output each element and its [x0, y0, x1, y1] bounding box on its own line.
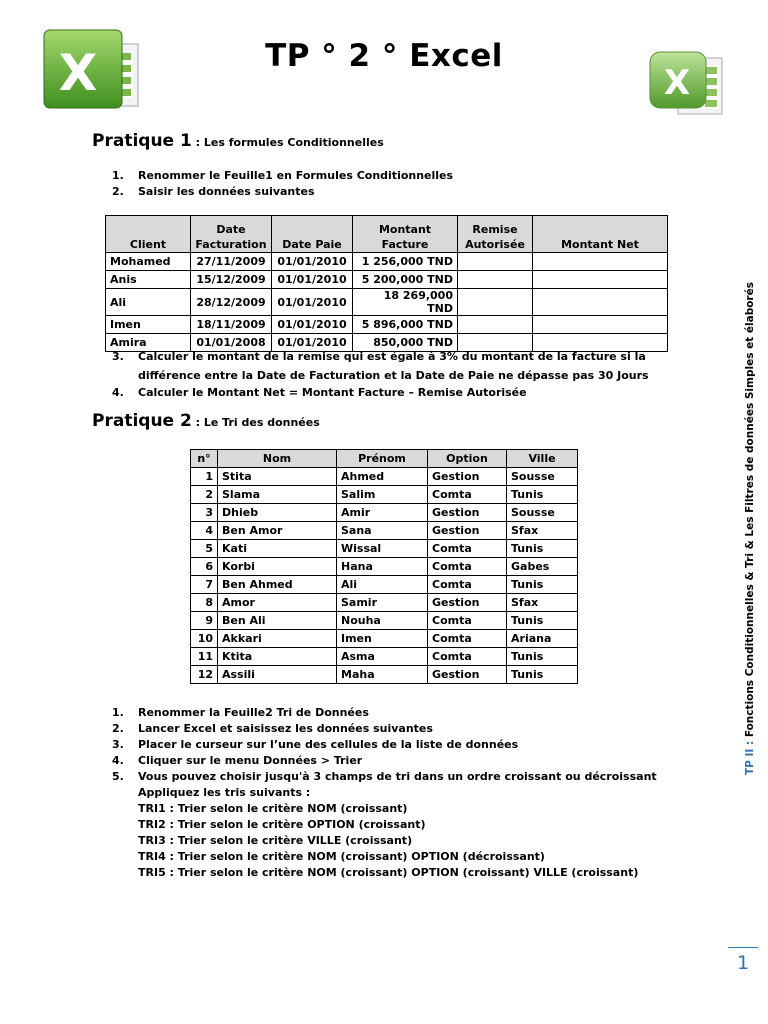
- pratique2-steps: [112, 705, 692, 881]
- table-cell: Sousse: [507, 468, 578, 486]
- table-cell: Comta: [428, 612, 507, 630]
- table-row: [191, 612, 578, 630]
- table-cell: Tunis: [507, 648, 578, 666]
- table-row: Anis 15/12/2009 01/01/2010 5 200,000 TND: [106, 271, 668, 289]
- table-row: [191, 648, 578, 666]
- table-cell: Ben Ahmed: [218, 576, 337, 594]
- table-row: [191, 576, 578, 594]
- table-cell: Gestion: [428, 468, 507, 486]
- table-row: [191, 558, 578, 576]
- side-text: Fonctions Conditionnelles & Tri & Les Filtres de données Simples et élaborés: [744, 282, 756, 741]
- table-cell: 11: [191, 648, 218, 666]
- table-cell: Tunis: [507, 486, 578, 504]
- table-cell: Kati: [218, 540, 337, 558]
- list-item: 3. Calculer le montant de la remise qui est égale à 3% du montant de la facture si la différence entre la Date de Facturation et la Date de Paie ne dépasse pas 30 Jours: [112, 350, 649, 382]
- table-cell: 2: [191, 486, 218, 504]
- table-row: [191, 666, 578, 684]
- table-row: [191, 630, 578, 648]
- col-header-date-paie: Date Paie: [272, 216, 353, 253]
- table-cell: Comta: [428, 486, 507, 504]
- table-cell: 12: [191, 666, 218, 684]
- tri-item: TRI5 : Trier selon le critère NOM (croissant) OPTION (croissant) VILLE (croissant): [138, 866, 639, 879]
- table-header-row: [106, 216, 668, 253]
- tri-item: TRI3 : Trier selon le critère VILLE (croissant): [138, 834, 413, 847]
- table-cell: Assili: [218, 666, 337, 684]
- tri-table: [190, 449, 578, 684]
- table-row: [191, 540, 578, 558]
- table-cell: 9: [191, 612, 218, 630]
- table-cell: Sfax: [507, 522, 578, 540]
- side-tp-label: TP II :: [744, 740, 756, 775]
- table-cell: 3: [191, 504, 218, 522]
- table-row: Imen 18/11/2009 01/01/2010 5 896,000 TND: [106, 316, 668, 334]
- pratique2-heading: [92, 411, 320, 431]
- pratique2-subtitle: : Le Tri des données: [191, 416, 320, 429]
- table-cell: Amor: [218, 594, 337, 612]
- side-vertical-caption: [744, 282, 756, 775]
- list-item: 4. Cliquer sur le menu Données > Trier: [112, 754, 363, 767]
- table-cell: 6: [191, 558, 218, 576]
- table-cell: Ariana: [507, 630, 578, 648]
- table-cell: Slama: [218, 486, 337, 504]
- table-cell: Ben Amor: [218, 522, 337, 540]
- pratique1-subtitle: : Les formules Conditionnelles: [191, 136, 384, 149]
- table-cell: Gabes: [507, 558, 578, 576]
- table-row: [191, 594, 578, 612]
- table-cell: Ali: [337, 576, 428, 594]
- list-item: 5. Vous pouvez choisir jusqu'à 3 champs de tri dans un ordre croissant ou décroissant: [112, 770, 657, 783]
- tri-item: TRI1 : Trier selon le critère NOM (croissant): [138, 802, 408, 815]
- list-item: 1. Renommer la Feuille2 Tri de Données: [112, 706, 369, 719]
- table-cell: Sana: [337, 522, 428, 540]
- table-cell: 5: [191, 540, 218, 558]
- col-header-prenom: Prénom: [337, 450, 428, 468]
- table-cell: 7: [191, 576, 218, 594]
- list-item: 4. Calculer le Montant Net = Montant Facture – Remise Autorisée: [112, 386, 527, 399]
- table-cell: Gestion: [428, 504, 507, 522]
- table-cell: Comta: [428, 540, 507, 558]
- page-number-rule: [728, 947, 758, 948]
- table-cell: Korbi: [218, 558, 337, 576]
- page-number: 1: [736, 952, 750, 974]
- table-cell: 10: [191, 630, 218, 648]
- table-cell: Tunis: [507, 666, 578, 684]
- tri-item: TRI4 : Trier selon le critère NOM (croissant) OPTION (décroissant): [138, 850, 545, 863]
- table-row: [191, 486, 578, 504]
- list-item: 2. Saisir les données suivantes: [112, 185, 315, 198]
- table-cell: Asma: [337, 648, 428, 666]
- table-cell: Sfax: [507, 594, 578, 612]
- page-title: TP ° 2 ° Excel: [265, 38, 503, 74]
- tri-item: TRI2 : Trier selon le critère OPTION (croissant): [138, 818, 426, 831]
- table-header-row: [191, 450, 578, 468]
- list-item: 1. Renommer le Feuille1 en Formules Conditionnelles: [112, 169, 454, 182]
- table-cell: Comta: [428, 576, 507, 594]
- col-header-date-facturation: Date Facturation: [191, 216, 272, 253]
- col-header-montant-net: Montant Net: [533, 216, 668, 253]
- col-header-option: Option: [428, 450, 507, 468]
- col-header-ville: Ville: [507, 450, 578, 468]
- table-cell: 1: [191, 468, 218, 486]
- pratique1-steps-top: [112, 168, 672, 200]
- table-cell: Maha: [337, 666, 428, 684]
- pratique1-heading: [92, 131, 384, 151]
- col-header-nom: Nom: [218, 450, 337, 468]
- table-cell: Stita: [218, 468, 337, 486]
- table-row: Mohamed 27/11/2009 01/01/2010 1 256,000 TND: [106, 253, 668, 271]
- col-header-montant-facture: Montant Facture: [353, 216, 458, 253]
- facturation-table: [105, 215, 668, 352]
- table-cell: Tunis: [507, 576, 578, 594]
- table-cell: 4: [191, 522, 218, 540]
- list-item: 2. Lancer Excel et saisissez les données suivantes: [112, 722, 433, 735]
- svg-text:X: X: [663, 63, 691, 103]
- col-header-client: Client: [106, 216, 191, 253]
- table-cell: Hana: [337, 558, 428, 576]
- table-cell: Amir: [337, 504, 428, 522]
- table-cell: Samir: [337, 594, 428, 612]
- table-row: Ali 28/12/2009 01/01/2010 18 269,000 TND: [106, 289, 668, 316]
- col-header-remise: Remise Autorisée: [458, 216, 533, 253]
- table-row: [191, 468, 578, 486]
- table-cell: Wissal: [337, 540, 428, 558]
- pratique1-title: Pratique 1: [92, 131, 192, 151]
- table-cell: Ktita: [218, 648, 337, 666]
- col-header-num: n°: [191, 450, 218, 468]
- table-cell: Imen: [337, 630, 428, 648]
- table-cell: Gestion: [428, 594, 507, 612]
- table-row: [191, 522, 578, 540]
- table-cell: Ben Ali: [218, 612, 337, 630]
- table-cell: Nouha: [337, 612, 428, 630]
- tris-intro: Appliquez les tris suivants :: [138, 786, 311, 799]
- table-cell: Tunis: [507, 540, 578, 558]
- table-cell: Gestion: [428, 522, 507, 540]
- pratique1-steps-bottom: [112, 347, 672, 401]
- table-cell: Comta: [428, 648, 507, 666]
- table-cell: Comta: [428, 558, 507, 576]
- table-cell: Ahmed: [337, 468, 428, 486]
- table-row: Amira 01/01/2008 01/01/2010 850,000 TND: [106, 334, 668, 352]
- table-cell: Comta: [428, 630, 507, 648]
- pratique2-title: Pratique 2: [92, 411, 192, 431]
- list-item: 3. Placer le curseur sur l’une des cellules de la liste de données: [112, 738, 519, 751]
- table-row: [191, 504, 578, 522]
- table-cell: 8: [191, 594, 218, 612]
- svg-text:X: X: [58, 44, 98, 102]
- table-cell: Salim: [337, 486, 428, 504]
- table-cell: Dhieb: [218, 504, 337, 522]
- table-cell: Gestion: [428, 666, 507, 684]
- table-cell: Akkari: [218, 630, 337, 648]
- table-cell: Tunis: [507, 612, 578, 630]
- table-cell: Sousse: [507, 504, 578, 522]
